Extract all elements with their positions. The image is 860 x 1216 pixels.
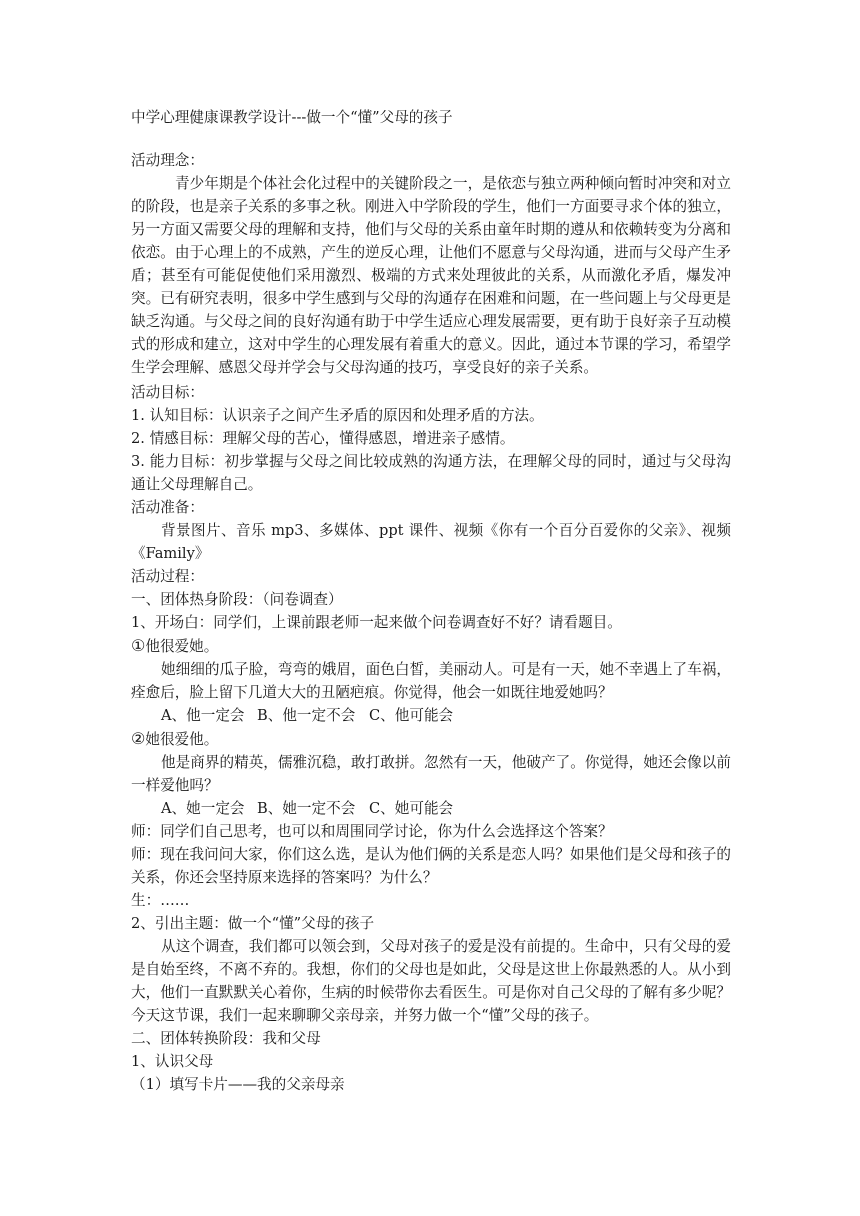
question2-title <box>131 727 731 751</box>
student-line: 生：…… <box>131 892 190 909</box>
option-a: A、她一定会 <box>161 800 245 817</box>
prep-body: 背景图片、音乐 mp3、多媒体、ppt 课件、视频《你有一个百分百爱你的父亲》、视频《Family》 <box>131 522 731 562</box>
prep-heading: 活动准备： <box>131 499 204 516</box>
option-c: C、她可能会 <box>369 800 454 817</box>
question2-marker: ② <box>131 729 146 748</box>
option-a: A、他一定会 <box>161 707 245 724</box>
stage2-heading: 二、团体转换阶段：我和父母 <box>131 1030 321 1047</box>
goal-item: 3. 能力目标：初步掌握与父母之间比较成熟的沟通方法，在理解父母的同时，通过与父母沟通让父母理解自己。 <box>131 453 731 493</box>
topic-body: 从这个调查，我们都可以领会到，父母对孩子的爱是没有前提的。生命中，只有父母的爱是自始至终，不离不弃的。我想，你们的父母也是如此，父母是这世上你最熟悉的人。从小到大，他们一直默默关心着你，生病的时候带你去看医生。可是你对自己父母的了解有多少呢？今天这节课，我们一起来聊聊父亲母亲，并努力做一个“懂”父母的孩子。 <box>131 938 731 1024</box>
document-title: 中学心理健康课教学设计---做一个“懂”父母的孩子 <box>131 109 453 126</box>
goal-item: 1. 认知目标：认识亲子之间产生矛盾的原因和处理矛盾的方法。 <box>131 407 544 424</box>
goal-item: 2. 情感目标：理解父母的苦心，懂得感恩，增进亲子感情。 <box>131 430 515 447</box>
concept-body: 青少年期是个体社会化过程中的关键阶段之一，是依恋与独立两种倾向暂时冲突和对立的阶段，也是亲子关系的多事之秋。刚进入中学阶段的学生，他们一方面要寻求个体的独立，另一方面又需要父母的理解和支持，他们与父母的关系由童年时期的遵从和依赖转变为分离和依恋。由于心理上的不成熟，产生的逆反心理，让他们不愿意与父母沟通，进而与父母产生矛盾；甚至有可能促使他们采用激烈、极端的方式来处理彼此的关系，从而激化矛盾，爆发冲突。已有研究表明，很多中学生感到与父母的沟通存在困难和问题，在一些问题上与父母更是缺乏沟通。与父母之间的良好沟通有助于中学生适应心理发展需要，更有助于良好亲子互动模式的形成和建立，这对中学生的心理发展有着重大的意义。因此，通过本节课的学习，希望学生学会理解、感恩父母并学会与父母沟通的技巧，享受良好的亲子关系。 <box>131 175 731 376</box>
question1-story: 她细细的瓜子脸，弯弯的娥眉，面色白皙，美丽动人。可是有一天，她不幸遇上了车祸，痊愈后，脸上留下几道大大的丑陋疤痕。你觉得，他会一如既往地爱她吗？ <box>131 661 731 701</box>
topic-heading: 2、引出主题：做一个“懂”父母的孩子 <box>131 915 375 932</box>
option-b: B、她一定不会 <box>257 800 356 817</box>
question1-title <box>131 634 731 658</box>
opening-text: 1、开场白：同学们，上课前跟老师一起来做个问卷调查好不好？请看题目。 <box>131 614 622 631</box>
teacher-line: 师：现在我问问大家，你们这么选，是认为他们俩的关系是恋人吗？如果他们是父母和孩子的关系，你还会坚持原来选择的答案吗？为什么？ <box>131 846 731 886</box>
goals-heading: 活动目标： <box>131 384 204 401</box>
question1-marker: ① <box>131 636 146 655</box>
question1-options <box>131 704 731 727</box>
question2-options <box>131 797 731 820</box>
process-heading: 活动过程： <box>131 568 204 585</box>
option-c: C、他可能会 <box>369 707 454 724</box>
concept-heading: 活动理念： <box>131 152 204 169</box>
question2-story: 他是商界的精英，儒雅沉稳，敢打敢拼。忽然有一天，他破产了。你觉得，她还会像以前一样爱他吗？ <box>131 754 731 794</box>
teacher-line: 师：同学们自己思考，也可以和周围同学讨论，你为什么会选择这个答案？ <box>131 823 613 840</box>
option-b: B、他一定不会 <box>257 707 356 724</box>
stage1-heading: 一、团体热身阶段：（问卷调查） <box>131 591 343 608</box>
know-parents-heading: 1、认识父母 <box>131 1053 214 1070</box>
card-heading: （1）填写卡片——我的父亲母亲 <box>131 1076 345 1093</box>
question1-label: 他很爱她。 <box>145 638 219 655</box>
main-body <box>131 381 731 1096</box>
concept-section <box>131 149 731 379</box>
question2-label: 她很爱他。 <box>145 731 219 748</box>
